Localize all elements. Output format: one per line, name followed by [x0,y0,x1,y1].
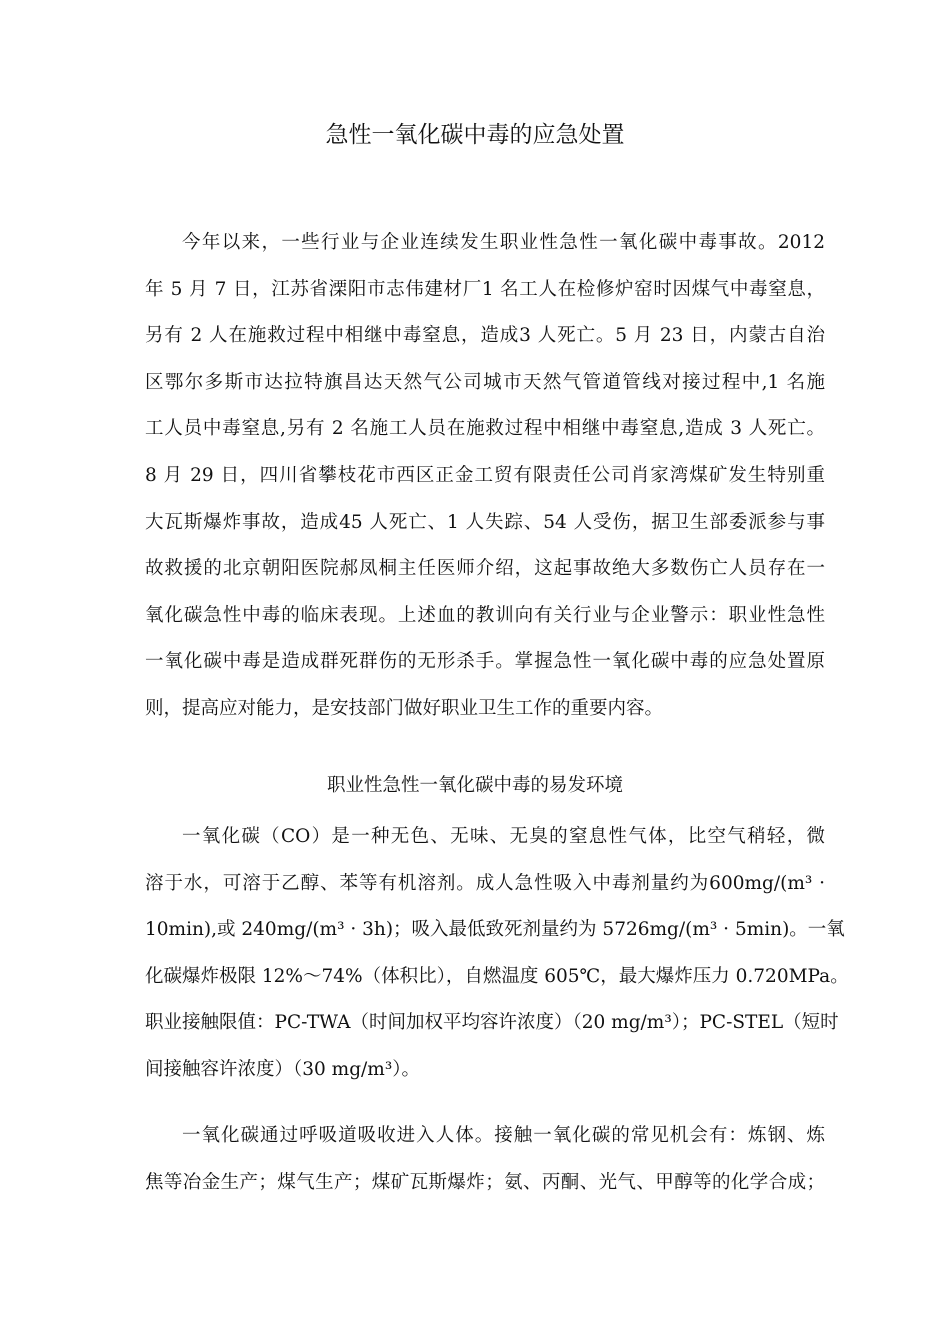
text-line: 10min),或 240mg/(m³ · 3h)；吸入最低致死剂量约为 5726mg/(m³ · 5min)。一氧 [145,919,845,941]
text-line: 年 5 月 7 日，江苏省溧阳市志伟建材厂1 名工人在检修炉窑时因煤气中毒窒息， [145,278,825,300]
exposure-paragraph [145,1113,825,1206]
text-line: 一氧化碳通过呼吸道吸收进入人体。接触一氧化碳的常见机会有：炼钢、炼 [182,1125,825,1146]
text-line: 氧化碳急性中毒的临床表现。上述血的教训向有关行业与企业警示：职业性急性 [145,604,825,626]
text-line: 一氧化碳（CO）是一种无色、无味、无臭的窒息性气体，比空气稍轻，微 [182,826,825,847]
text-line: 8 月 29 日，四川省攀枝花市西区正金工贸有限责任公司肖家湾煤矿发生特别重 [145,464,825,486]
section-heading: 职业性急性一氧化碳中毒的易发环境 [326,775,623,796]
text-line: 化碳爆炸极限 12%～74%（体积比），自燃温度 605℃，最大爆炸压力 0.720MPa。 [145,965,849,987]
intro-paragraph [145,220,825,733]
text-line: 大瓦斯爆炸事故，造成45 人死亡、1 人失踪、54 人受伤，据卫生部委派参与事 [145,511,825,533]
text-line: 一氧化碳中毒是造成群死群伤的无形杀手。掌握急性一氧化碳中毒的应急处置原 [145,651,825,673]
text-line: 故救援的北京朝阳医院郝凤桐主任医师介绍，这起事故绝大多数伤亡人员存在一 [145,558,825,580]
text-line: 职业接触限值：PC-TWA（时间加权平均容许浓度）（20 mg/m³）；PC-STEL（短时 [145,1012,839,1034]
text-line: 今年以来，一些行业与企业连续发生职业性急性一氧化碳中毒事故。2012 [182,232,825,253]
document-title: 急性一氧化碳中毒的应急处置 [325,122,625,148]
text-line: 工人员中毒窒息,另有 2 名施工人员在施救过程中相继中毒窒息,造成 3 人死亡。 [145,418,825,440]
text-line: 间接触容许浓度）（30 mg/m³）。 [145,1058,420,1080]
text-line: 另有 2 人在施救过程中相继中毒窒息，造成3 人死亡。5 月 23 日，内蒙古自治 [145,325,825,347]
text-line: 溶于水，可溶于乙醇、苯等有机溶剂。成人急性吸入中毒剂量约为600mg/(m³ · [145,872,825,894]
text-line: 则，提高应对能力，是安技部门做好职业卫生工作的重要内容。 [145,697,664,719]
co-properties-paragraph [145,814,849,1094]
text-line: 焦等冶金生产；煤气生产；煤矿瓦斯爆炸；氨、丙酮、光气、甲醇等的化学合成； [145,1171,825,1193]
text-line: 区鄂尔多斯市达拉特旗昌达天然气公司城市天然气管道管线对接过程中,1 名施 [145,371,825,393]
